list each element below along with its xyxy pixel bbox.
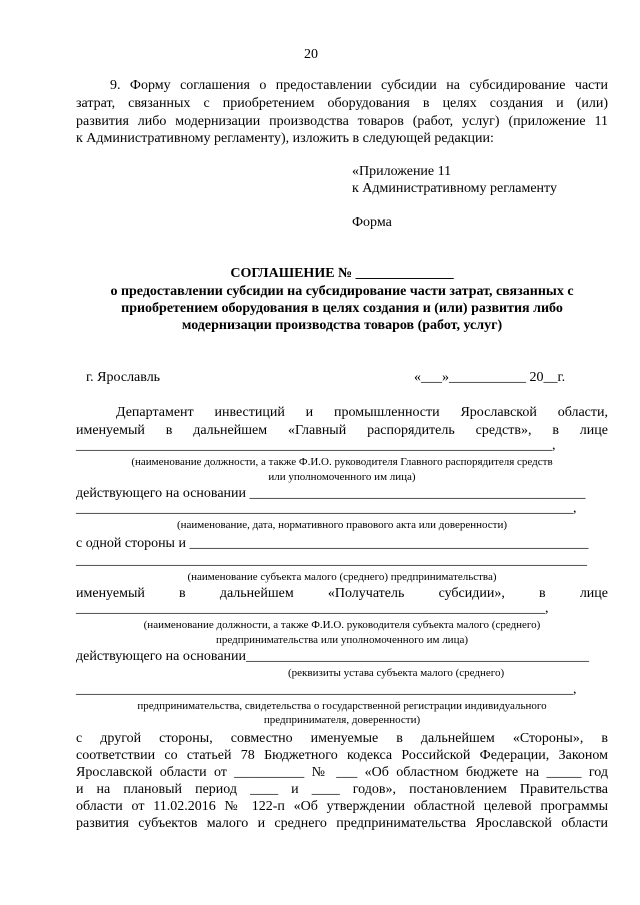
page-number: 20 [304, 47, 318, 62]
intro-line-1: 9. Форму соглашения о предоставлении субсидии на субсидирование части [110, 78, 608, 93]
date-line: «___»___________ 20__г. [414, 370, 566, 385]
body-line-side: с одной стороны и _________________________________________________________ [76, 536, 589, 551]
body-line-basis-2: действующего на основании_________________________________________________ [76, 649, 590, 664]
body-para-4: и на плановый период ____ и ____ годов», постановлением Правительства [76, 782, 608, 797]
intro-line-3: развития либо модернизации производства товаров (работ, услуг) (приложение 11 [76, 114, 608, 129]
form-label: Форма [352, 215, 392, 230]
blank-line-basis-1: _______________________________________________________________________, [76, 501, 577, 516]
note-charter-3: предпринимателя, доверенности) [263, 714, 421, 726]
body-para-3: Ярославской области от __________ № ___ «Об областном бюджете на _____ год [76, 765, 608, 780]
note-recipient-1: (наименование должности, а также Ф.И.О. руководителя субъекта малого (среднего) [143, 619, 541, 631]
body-line-1: Департамент инвестиций и промышленности Ярославской области, [116, 405, 608, 420]
body-para-1: с другой стороны, совместно именуемые в дальнейшем «Стороны», в [76, 731, 608, 746]
blank-line-recipient: ___________________________________________________________________, [76, 601, 549, 616]
appendix-label: «Приложение 11 [352, 164, 452, 179]
agreement-subtitle-1: о предоставлении субсидии на субсидирование части затрат, связанных с [110, 284, 574, 299]
intro-line-2: затрат, связанных с приобретением оборудования в целях создания и (или) [76, 96, 608, 111]
note-charter-1: (реквизиты устава субъекта малого (среднего) [288, 667, 505, 679]
note-recipient-2: предпринимательства или уполномоченного им лица) [216, 634, 468, 646]
blank-line-official: ____________________________________________________________________, [76, 438, 556, 453]
note-charter-2: предпринимательства, свидетельства о государственной регистрации индивидуального [137, 700, 547, 712]
appendix-ref: к Административному регламенту [352, 181, 557, 196]
agreement-title: СОГЛАШЕНИЕ № ______________ [230, 266, 454, 281]
blank-line-basis-2: _______________________________________________________________________, [76, 682, 577, 697]
body-line-2: именуемый в дальнейшем «Главный распорядитель средств», в лице [76, 423, 608, 438]
intro-line-4: к Административному регламенту), изложить в следующей редакции: [76, 131, 494, 146]
place: г. Ярославль [86, 370, 161, 385]
note-basis: (наименование, дата, нормативного правового акта или доверенности) [176, 519, 508, 531]
note-subject: (наименование субъекта малого (среднего) предпринимательства) [187, 571, 497, 583]
note-official-1: (наименование должности, а также Ф.И.О. руководителя Главного распорядителя средств [131, 456, 553, 468]
note-official-2: или уполномоченного им лица) [268, 471, 416, 483]
body-line-basis-1: действующего на основании ________________________________________________ [76, 486, 586, 501]
body-para-5: области от 11.02.2016 № 122-п «Об утверждении областной целевой программы [76, 799, 608, 814]
body-line-recipient: именуемый в дальнейшем «Получатель субсидии», в лице [76, 586, 608, 601]
body-para-2: соответствии со статьей 78 Бюджетного кодекса Российской Федерации, Законом [76, 748, 608, 763]
body-para-6: развития субъектов малого и среднего предпринимательства Ярославской области [76, 816, 608, 831]
blank-line-subject: _________________________________________________________________________ [76, 553, 587, 568]
agreement-subtitle-2: приобретением оборудования в целях создания и (или) развития либо [121, 301, 563, 316]
agreement-subtitle-3: модернизации производства товаров (работ, услуг) [181, 318, 503, 333]
